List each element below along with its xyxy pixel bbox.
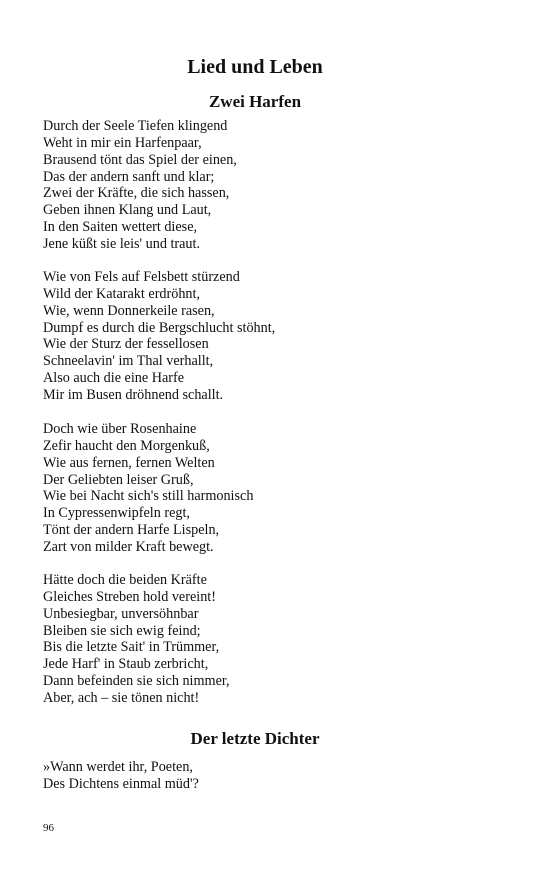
verse-line: Weht in mir ein Harfenpaar, bbox=[43, 134, 202, 151]
page-number: 96 bbox=[43, 822, 54, 834]
verse-line: Brausend tönt das Spiel der einen, bbox=[43, 151, 237, 168]
verse-line: Durch der Seele Tiefen klingend bbox=[43, 118, 228, 134]
verse-line: Tönt der andern Harfe Lispeln, bbox=[43, 522, 220, 539]
stanza-1 bbox=[43, 118, 237, 253]
stanza-2 bbox=[43, 269, 275, 404]
poem-title-zwei-harfen: Zwei Harfen bbox=[208, 92, 302, 111]
verse-line: In Cypressenwipfeln regt, bbox=[43, 505, 190, 522]
verse-line: Des Dichtens einmal müd'? bbox=[43, 775, 199, 792]
verse-line: Geben ihnen Klang und Laut, bbox=[43, 202, 212, 219]
verse-line: Wie von Fels auf Felsbett stürzend bbox=[43, 269, 240, 285]
verse-line: Gleiches Streben hold vereint! bbox=[43, 588, 216, 605]
verse-line: Jede Harf' in Staub zerbricht, bbox=[43, 656, 209, 673]
stanza-5 bbox=[43, 759, 199, 793]
verse-line: Mir im Busen dröhnend schallt. bbox=[43, 386, 224, 403]
verse-line: Schneelavin' im Thal verhallt, bbox=[43, 353, 214, 370]
verse-line: Der Geliebten leiser Gruß, bbox=[43, 471, 194, 488]
verse-line: Wie bei Nacht sich's still harmonisch bbox=[43, 488, 254, 505]
verse-line: Doch wie über Rosenhaine bbox=[43, 421, 197, 437]
verse-line: »Wann werdet ihr, Poeten, bbox=[43, 759, 193, 775]
verse-line: Jene küßt sie leis' und traut. bbox=[43, 235, 201, 252]
verse-line: Bis die letzte Sait' in Trümmer, bbox=[43, 639, 220, 656]
verse-line: Aber, ach – sie tönen nicht! bbox=[43, 689, 200, 706]
stanza-4 bbox=[43, 572, 230, 707]
verse-line: Wie, wenn Donnerkeile rasen, bbox=[43, 302, 215, 319]
verse-line: Zefir haucht den Morgenkuß, bbox=[43, 437, 210, 454]
stanza-3 bbox=[43, 421, 253, 556]
verse-line: Wild der Katarakt erdröhnt, bbox=[43, 285, 201, 302]
verse-line: Also auch die eine Harfe bbox=[43, 370, 185, 387]
verse-line: In den Saiten wettert diese, bbox=[43, 219, 198, 236]
verse-line: Hätte doch die beiden Kräfte bbox=[43, 572, 207, 588]
verse-line: Wie der Sturz der fessellosen bbox=[43, 336, 209, 353]
verse-line: Dumpf es durch die Bergschlucht stöhnt, bbox=[43, 319, 276, 336]
verse-line: Unbesiegbar, unversöhnbar bbox=[43, 605, 199, 622]
section-title: Lied und Leben bbox=[187, 56, 323, 78]
verse-line: Das der andern sanft und klar; bbox=[43, 168, 215, 185]
poem-title-der-letzte-dichter: Der letzte Dichter bbox=[190, 729, 320, 748]
verse-line: Bleiben sie sich ewig feind; bbox=[43, 622, 201, 639]
verse-line: Zart von milder Kraft bewegt. bbox=[43, 538, 214, 555]
verse-line: Wie aus fernen, fernen Welten bbox=[43, 454, 215, 471]
verse-line: Zwei der Kräfte, die sich hassen, bbox=[43, 185, 230, 202]
verse-line: Dann befeinden sie sich nimmer, bbox=[43, 673, 230, 690]
